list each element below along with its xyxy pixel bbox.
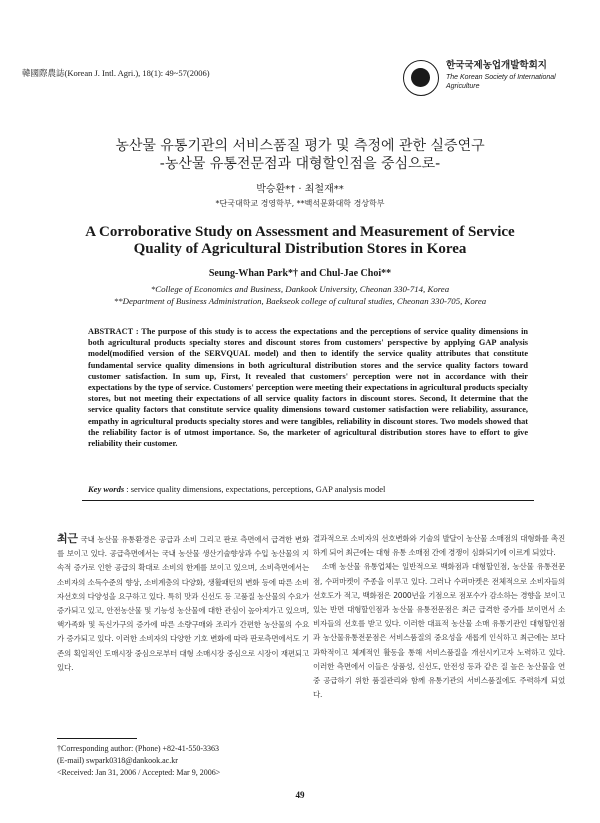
english-affiliations xyxy=(40,283,560,307)
society-logo-icon xyxy=(403,60,439,96)
footnote-divider xyxy=(57,738,137,739)
abstract: ABSTRACT : The purpose of this study is to access the expectations and the perceptions of service quality dimensions in both agricultural products specialty stores and discount stores from customers' perspective by applying GAP analysis model(modified version of the SERVQUAL model) and then to identify the service quality attributes that constitute fundamental service quality dimensions in both agricultural distribution stores and the service quality factors toward customer satisfaction. In sum up, First, It revealed that customers' perception were not in accordance with their expectations by the type of service. Customers' perception were meeting their expectations in agricultural products specialty stores, but not meeting their expectations of all service quality factors in discount stores. Second, It determine that the service quality factors that constitute service quality dimensions toward customer satisfaction were reliability, assurance, empathy in agricultural products specialty stores and were tangibles, reliability in discount stores. Two models showed that the reliability factor is of utmost importance. So, the marketer of agricultural distribution stores have to effort to give reliability their customer. xyxy=(88,327,528,449)
korean-title-line1: 농산물 유통기관의 서비스품질 평가 및 측정에 관한 실증연구 xyxy=(115,138,485,154)
english-title-line2: Quality of Agricultural Distribution Stores in Korea xyxy=(133,241,467,257)
affiliation-line2: **Department of Business Administration, Baekseok college of cultural studies, Cheonan 330-705, Korea xyxy=(113,296,487,306)
page-number: 49 xyxy=(295,790,305,800)
body-column-right xyxy=(313,532,565,702)
body-paragraph: 소매 농산물 유통업체는 일반적으로 백화점과 대형할인점, 농산물 유통전문점, 수퍼마켓이 주종을 이루고 있다. 그러나 수퍼마켓은 전체적으로 소비자들의 선호도가 적고, 백화점은 2000년을 기점으로 점포수가 감소하는 경향을 보이고 있는 반면 대형할인점과 농산물 유통전문점은 최근 급격한 증가를 보이면서 소비자들의 선호를 받고 있다. 이러한 대표적 농산물 소매 유통기관인 대형할인점과 농산물유통전문점은 서비스품질의 중요성을 새롭게 인식하고 최근에는 보다 과학적이고 체계적인 활동을 통해 서비스품질을 개선시키고자 노력하고 있다. 이러한 측면에서 이들은 상품성, 신선도, 안전성 등과 같은 질 높은 농산물을 연중 공급하기 위한 품질관리와 함께 유통기관의 서비스품질에도 주력하게 되었다. xyxy=(313,562,565,700)
keywords xyxy=(88,484,528,494)
footnote-corresponding: †Corresponding author: (Phone) +82-41-550-3363 xyxy=(57,744,220,753)
body-paragraph: 결과적으로 소비자의 선호변화와 기술의 발달이 농산물 소매점의 대형화를 촉진하게 되어 최근에는 대형 유통 소매점 간에 경쟁이 심화되기에 이르게 되었다. xyxy=(313,534,565,558)
english-authors: Seung-Whan Park*† and Chul-Jae Choi** xyxy=(208,268,392,279)
footnote-email: (E-mail) swpark0318@dankook.ac.kr xyxy=(57,756,178,765)
korean-affiliations: *단국대학교 경영학부, **백석문화대학 경상학부 xyxy=(215,199,385,208)
keywords-text: : service quality dimensions, expectations, perceptions, GAP analysis model xyxy=(126,484,386,494)
english-title xyxy=(40,224,560,258)
keywords-label: Key words xyxy=(88,484,125,494)
abstract-divider xyxy=(82,500,534,501)
journal-citation: 韓國際農誌(Korean J. Intl. Agri.), 18(1): 49~57(2006) xyxy=(22,68,210,78)
footnote xyxy=(57,743,309,779)
affiliation-line1: *College of Economics and Business, Dankook University, Cheonan 330-714, Korea xyxy=(150,284,450,294)
body-column-left xyxy=(57,532,309,675)
korean-title xyxy=(40,137,560,173)
english-title-line1: A Corroborative Study on Assessment and Measurement of Service xyxy=(85,224,515,240)
body-paragraph: 국내 농산물 유통환경은 공급과 소비 그리고 판로 측면에서 급격한 변화를 보이고 있다. 공급측면에서는 국내 농산물 생산기술향상과 수입 농산물의 지속적 증가로 인한 공급의 확대로 소비의 한계를 보이고 있으며, 소비측면에서는 소비자의 소득수준의 향상, 소비계층의 다양화, 생활패턴의 변화 등에 따른 소비자선호의 다양성을 요구하고 있다. 특히 맛과 신선도 등 고품질 농산물의 수요가 증가되고 있고, 안전농산물 및 기능성 농산물에 대한 관심이 높아져가고 있으며, 핵가족화 및 독신가구의 증가에 따른 소량구매와 조리가 간편한 농산물의 수요가 증가되고 있다. 이러한 소비자의 다양한 기호 변화에 따라 판로측면에서도 기존의 획일적인 도매시장 중심으로부터 대형 소매시장 중심으로 시장이 재편되고 있다. xyxy=(57,535,309,672)
intro-heading: 최근 xyxy=(57,532,78,545)
footnote-dates: <Received: Jan 31, 2006 / Accepted: Mar 9, 2006> xyxy=(57,768,221,777)
korean-title-line2: -농산물 유통전문점과 대형할인점을 중심으로- xyxy=(159,156,441,172)
society-name-english: The Korean Society of International Agriculture xyxy=(446,74,556,90)
korean-authors: 박승환*† · 최철재** xyxy=(256,184,344,195)
society-name-korean: 한국국제농업개발학회지 xyxy=(446,60,547,71)
